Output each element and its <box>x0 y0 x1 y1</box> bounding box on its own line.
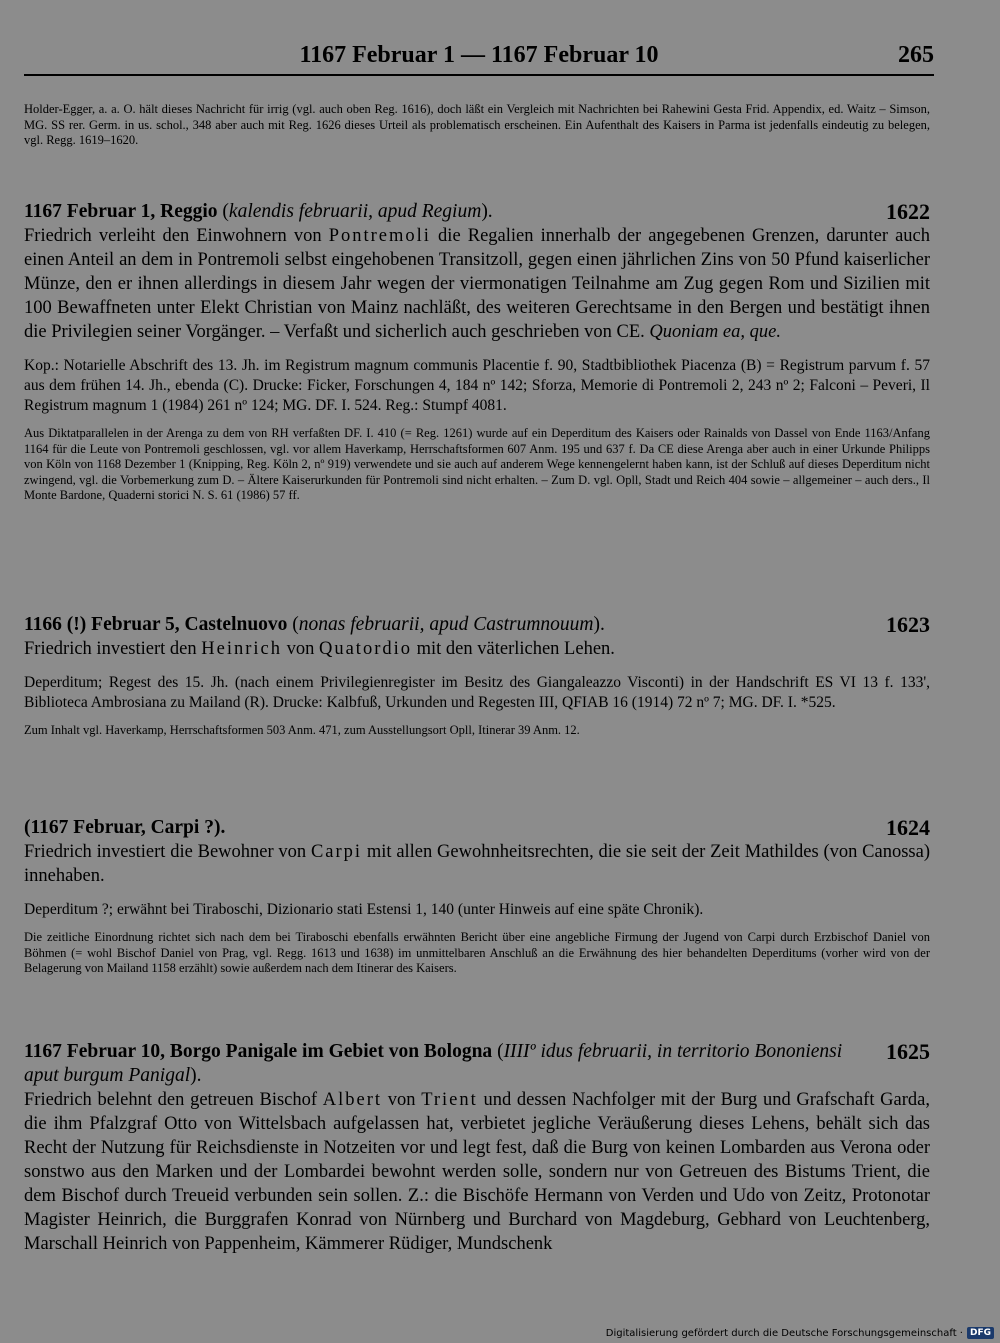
entry-commentary: Die zeitliche Einordnung richtet sich nach dem bei Tiraboschi ebenfalls erwähnten Bericht über eine angebliche Firmung der Jugend von Carpi durch Erzbischof Daniel von Böhmen (= wohl Bischof Daniel von Prag, vgl. Regg. 1613 und 1638) im unmittelbaren Anschluß an die Erwähnung des hier behandelten Deperditums (vorher wird von der Belagerung von Mailand 1158 erzählt) sowie außerdem nach dem Itinerar des Kaisers. <box>24 930 930 975</box>
entry-date-place: 1167 Februar 10, Borgo Panigale im Gebiet von Bologna <box>24 1041 493 1062</box>
regest-entry-1625 <box>24 1040 930 1256</box>
regest-entry-1622 <box>24 200 930 504</box>
spaced-name: Quatordio <box>318 639 412 659</box>
entry-number: 1622 <box>886 199 930 224</box>
top-note: Holder-Egger, a. a. O. hält dieses Nachricht für irrig (vgl. auch oben Reg. 1616), doch läßt ein Vergleich mit Nachrichten bei Rahewini Gesta Frid. Appendix, ed. Waitz – Simson, MG. SS rer. Germ. in us. schol., 348 aber auch mit Reg. 1626 dieses Urteil als problematisch erscheinen. Ein Aufenthalt des Kaisers in Parma ist jedenfalls eindeutig zu belegen, vgl. Regg. 1619–1620. <box>24 102 930 147</box>
body-text: Friedrich belehnt den getreuen Bischof <box>24 1090 323 1110</box>
dfg-logo: DFG <box>967 1327 994 1339</box>
entry-sources: Deperditum ?; erwähnt bei Tiraboschi, Dizionario stati Estensi 1, 140 (unter Hinweis auf eine späte Chronik). <box>24 901 704 918</box>
entry-date-place: 1167 Februar 1, Reggio <box>24 201 218 222</box>
entry-sources: Deperditum; Regest des 15. Jh. (nach einem Privilegienregister im Besitz des Giangaleazzo Visconti) in der Handschrift ES VI 13 f. 133', Biblioteca Ambrosiana zu Mailand (R). Drucke: Kalbfuß, Urkunden und Regesten III, QFIAB 16 (1914) 72 nº 7; MG. DF. I. *525. <box>24 674 930 711</box>
entry-number: 1624 <box>886 815 930 840</box>
entry-date-place: 1166 (!) Februar 5, Castelnuovo <box>24 614 288 635</box>
regest-entry-1624 <box>24 816 930 977</box>
regest-entry-1623 <box>24 613 930 739</box>
body-text: mit den väterlichen Lehen. <box>412 639 615 659</box>
entry-date-place: (1167 Februar, Carpi ?). <box>24 817 226 838</box>
page-number: 265 <box>898 42 934 68</box>
body-text: die Regalien innerhalb der angegebenen Grenzen, darunter auch einen Anteil an dem in Pontremoli selbst eingehobenen Transitzoll, gegen einen jährlichen Zins von 50 Pfund kaiserlicher Münze, den er ihnen allerdings in diesem Jahr wegen der viermonatigen Teilnahme am Zug gegen Rom und Sizilien mit 100 Bewaffneten unter Elekt Christian von Mainz nachläßt, des weiteren Gerechtsame in den Bergen und bestätigt ihnen die Privilegien seiner Vorgänger. – Verfaßt und sicherlich auch geschrieben von CE. <box>24 226 930 342</box>
entry-heading <box>24 200 930 224</box>
entry-commentary: Zum Inhalt vgl. Haverkamp, Herrschaftsformen 503 Anm. 471, zum Ausstellungsort Opll, Itinerar 39 Anm. 12. <box>24 723 580 737</box>
spaced-name: Albert <box>322 1090 383 1110</box>
entry-body <box>24 637 930 661</box>
body-text: Friedrich investiert die Bewohner von <box>24 842 311 862</box>
entry-body <box>24 224 930 344</box>
spaced-name: Trient <box>421 1090 478 1110</box>
entry-latin-dating: kalendis februarii, apud Regium <box>228 201 482 222</box>
body-text: Friedrich verleiht den Einwohnern von <box>24 226 329 246</box>
heading-paren: ( <box>217 201 229 222</box>
header-title: 1167 Februar 1 — 1167 Februar 10 <box>299 42 659 68</box>
entry-heading <box>24 613 930 637</box>
entry-latin-dating: nonas februarii, apud Castrumnouum <box>298 614 594 635</box>
running-header <box>24 40 934 76</box>
body-text: mit allen Gewohnheitsrechten, die sie seit der Zeit Mathildes (von Canossa) innehaben. <box>24 842 930 886</box>
spaced-name: Heinrich <box>201 639 282 659</box>
entry-heading <box>24 1040 930 1088</box>
entry-body <box>24 1088 930 1256</box>
heading-paren: ( <box>287 614 299 635</box>
heading-paren: ( <box>492 1041 504 1062</box>
body-text: von <box>382 1090 422 1110</box>
entry-heading <box>24 816 930 840</box>
entry-sources: Kop.: Notarielle Abschrift des 13. Jh. im Registrum magnum communis Placentie f. 90, Stadtbibliothek Piacenza (B) = Registrum parvum f. 57 aus dem frühen 14. Jh., ebenda (C). Drucke: Ficker, Forschungen 4, 184 nº 142; Sforza, Memorie di Pontremoli 2, 243 nº 2; Falconi – Peveri, Il Registrum magnum 1 (1984) 261 nº 124; MG. DF. I. 524. Reg.: Stumpf 4081. <box>24 357 930 414</box>
body-text: und dessen Nachfolger mit der Burg und Grafschaft Garda, die ihm Pfalzgraf Otto von Wittelsbach aufgelassen hat, verbietet jegliche Veräußerung dieses Lehens, behält sich das Recht der Nutzung für Reichsdienste in Notzeiten vor und legt fest, daß die Burg von keinen Lombarden aus Verona oder sonstwo aus den Marken und der Lombardei bewohnt werden solle, sondern nur von Getreuen des Bistums Trient, die dem Bischof durch Treueid verbunden sein sollen. Z.: die Bischöfe Hermann von Verden und Udo von Zeitz, Protonotar Magister Heinrich, die Burggrafen Konrad von Nürnberg und Burchard von Magdeburg, Gebhard von Leuchtenberg, Marschall Heinrich von Pappenheim, Kämmerer Rüdiger, Mundschenk <box>24 1090 931 1254</box>
heading-paren-end: ). <box>190 1065 202 1086</box>
entry-number: 1625 <box>886 1039 930 1064</box>
body-text: Friedrich investiert den <box>24 639 202 659</box>
spaced-name: Carpi <box>310 842 363 862</box>
digitization-footer <box>606 1327 994 1339</box>
heading-paren-end: ). <box>593 614 605 635</box>
body-text: von <box>281 639 319 659</box>
entry-latin-dating: IIIIº idus februarii, in territorio Bononiensi aput burgum Panigal <box>24 1041 843 1086</box>
entry-body <box>24 840 930 888</box>
heading-paren-end: ). <box>481 201 493 222</box>
entry-number: 1623 <box>886 612 930 637</box>
spaced-name: Pontremoli <box>328 226 431 246</box>
footer-text: Digitalisierung gefördert durch die Deutsche Forschungsgemeinschaft · <box>605 1327 963 1339</box>
incipit: Quoniam ea, que. <box>649 322 781 342</box>
entry-commentary: Aus Diktatparallelen in der Arenga zu dem von RH verfaßten DF. I. 410 (= Reg. 1261) wurde auf ein Deperditum des Kaisers oder Rainalds von Dassel von Ende 1163/Anfang 1164 für die Leute von Pontremoli geschlossen, vgl. vor allem Haverkamp, Herrschaftsformen 607 Anm. 195 und 637 f. Da CE diese Arenga aber auch in einer Urkunde Philipps von Köln von 1168 Dezember 1 (Knipping, Reg. Köln 2, nº 919) verwendete und sie auch auf anderem Wege kennengelernt haben kann, ist der Schluß auf dieses Deperditum nicht zwingend, vgl. die Vorbemerkung zum D. – Ältere Kaiserurkunden für Pontremoli sind nicht erhalten. – Zum D. vgl. Opll, Stadt und Reich 404 sowie – allgemeiner – auch ders., Il Monte Bardone, Quaderni storici N. S. 61 (1986) 57 ff. <box>24 426 930 502</box>
